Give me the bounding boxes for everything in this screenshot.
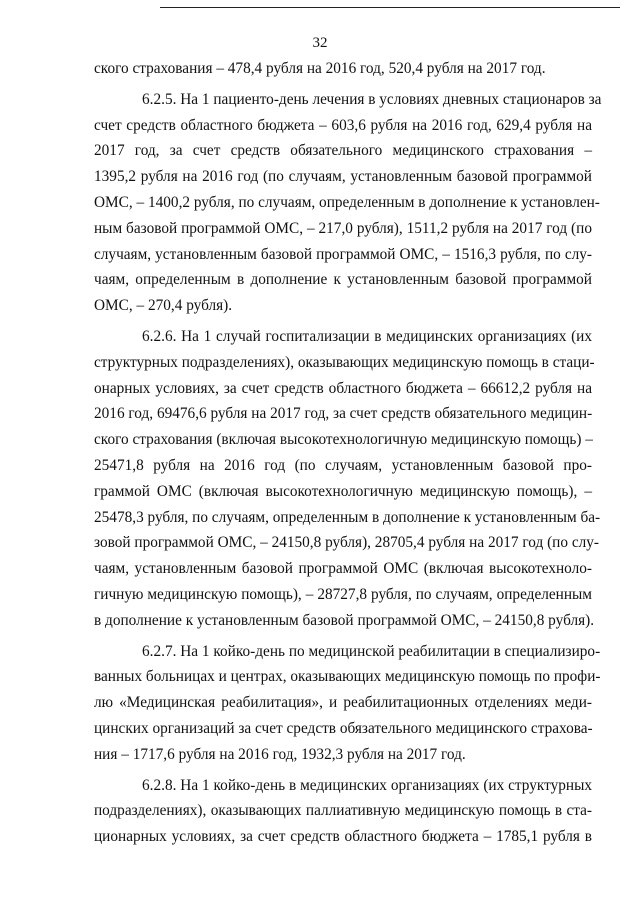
text-line: ным базовой программой ОМС, – 217,0 рубля), 1511,2 рубля на 2017 год (по bbox=[94, 219, 592, 237]
text-line: ОМС, – 270,4 рубля). bbox=[94, 297, 233, 315]
header-rule bbox=[160, 7, 620, 8]
text-line: гичную медицинскую помощь), – 28727,8 рубля, по случаям, определенным bbox=[94, 585, 592, 603]
paragraph-6-2-8 bbox=[94, 773, 592, 850]
paragraph-6-2-7 bbox=[94, 639, 601, 768]
text-line: чаям, определенным в дополнение к установленным базовой программой bbox=[94, 271, 592, 289]
text-line: ционарных условиях, за счет средств областного бюджета – 1785,1 рубля в bbox=[94, 828, 592, 846]
text-line: ния – 1717,6 рубля на 2016 год, 1932,3 рубля на 2017 год. bbox=[94, 745, 466, 763]
text-line: 25471,8 рубля на 2016 год (по случаям, установленным базовой про- bbox=[94, 456, 592, 474]
text-line: 2017 год, за счет средств обязательного медицинского страхования – bbox=[94, 142, 592, 160]
text-line: ванных больницах и центрах, оказывающих медицинскую помощь по профи- bbox=[94, 668, 601, 686]
text-line: 6.2.7. На 1 койко-день по медицинской реабилитации в специализиро- bbox=[142, 642, 601, 660]
text-line: 25478,3 рубля, по случаям, определенным в дополнение к установленным ба- bbox=[94, 508, 601, 526]
paragraph-6-2-5 bbox=[94, 87, 602, 319]
paragraph-continuation bbox=[94, 56, 592, 82]
text-line: в дополнение к установленным базовой программой ОМС, – 24150,8 рубля). bbox=[94, 611, 595, 629]
text-line: 1395,2 рубля на 2016 год (по случаям, установленным базовой программой bbox=[94, 168, 592, 186]
text-line: ского страхования – 478,4 рубля на 2016 год, 520,4 рубля на 2017 год. bbox=[94, 60, 546, 77]
text-line: онарных условиях, за счет средств областного бюджета – 66612,2 рубля на bbox=[94, 379, 592, 397]
text-line: зовой программой ОМС, – 24150,8 рубля), 28705,4 рубля на 2017 год (по слу- bbox=[94, 534, 599, 552]
text-line: лю «Медицинская реабилитация», и реабилитационных отделениях меди- bbox=[94, 694, 592, 712]
text-line: ского страхования (включая высокотехнологичную медицинскую помощь) – bbox=[94, 431, 593, 449]
text-line: структурных подразделениях), оказывающих медицинскую помощь в стаци- bbox=[94, 353, 595, 371]
document-body bbox=[94, 56, 602, 855]
text-line: подразделениях), оказывающих паллиативную медицинскую помощь в ста- bbox=[94, 802, 592, 820]
text-line: чаям, установленным базовой программой ОМС (включая высокотехноло- bbox=[94, 560, 592, 578]
text-line: 2016 год, 69476,6 рубля на 2017 год, за счет средств обязательного медицин- bbox=[94, 405, 593, 423]
text-line: счет средств областного бюджета – 603,6 рубля на 2016 год, 629,4 рубля на bbox=[94, 116, 592, 134]
text-line: граммой ОМС (включая высокотехнологичную медицинскую помощь), – bbox=[94, 482, 592, 500]
text-line: случаям, установленным базовой программой ОМС, – 1516,3 рубля, по слу- bbox=[94, 245, 592, 263]
page-number: 32 bbox=[312, 35, 328, 51]
text-line: 6.2.5. На 1 пациенто-день лечения в условиях дневных стационаров за bbox=[142, 90, 602, 108]
text-line: ОМС, – 1400,2 рубля, по случаям, определенным в дополнение к установлен- bbox=[94, 193, 600, 211]
text-line: 6.2.8. На 1 койко-день в медицинских организациях (их структурных bbox=[142, 776, 592, 794]
text-line: 6.2.6. На 1 случай госпитализации в медицинских организациях (их bbox=[142, 327, 592, 345]
text-line: цинских организаций за счет средств обязательного медицинского страхова- bbox=[94, 719, 593, 737]
paragraph-6-2-6 bbox=[94, 324, 601, 634]
